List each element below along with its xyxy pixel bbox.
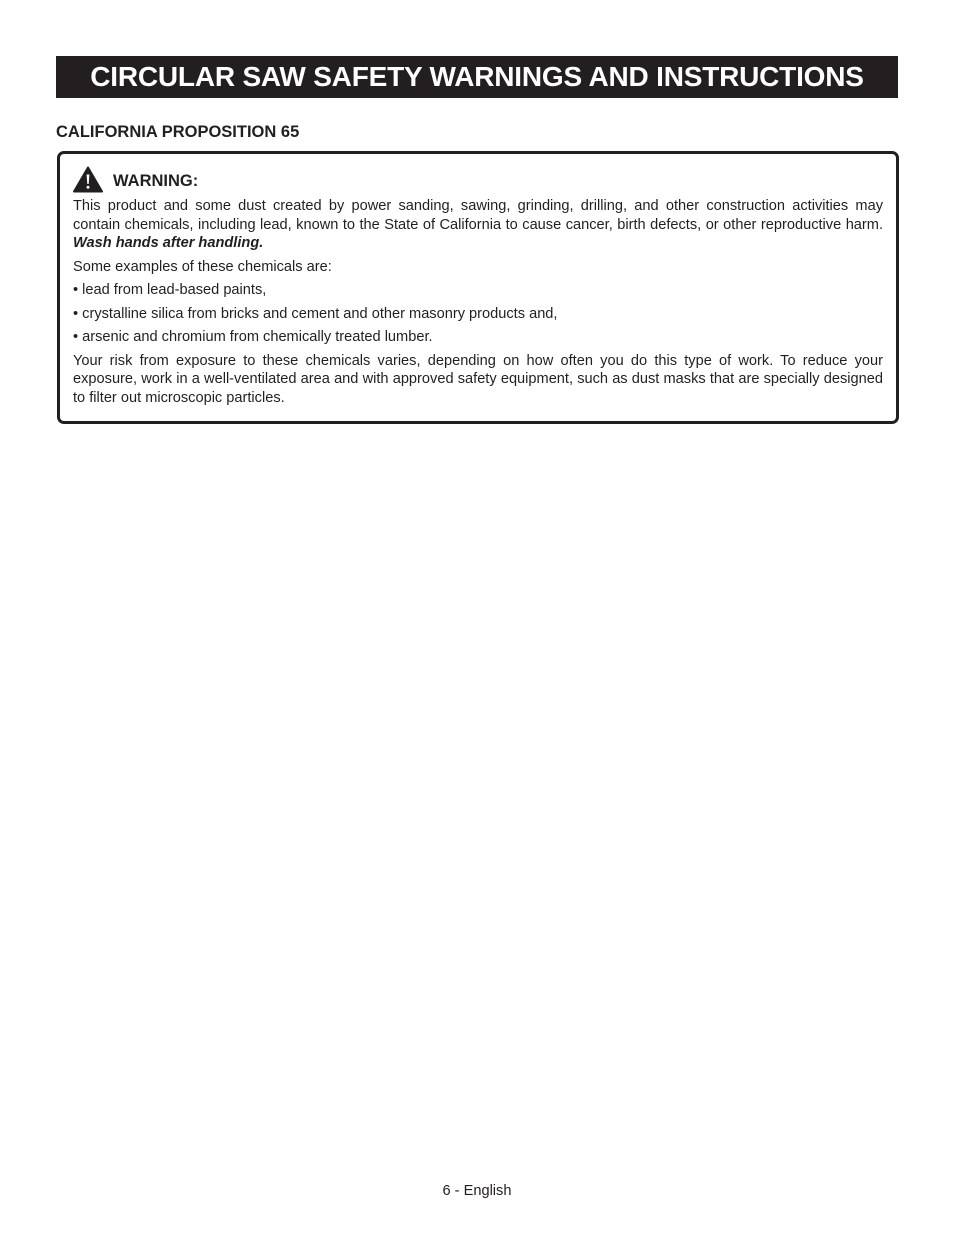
page-title-banner <box>56 56 898 98</box>
page-number: 6 - English <box>442 1183 512 1199</box>
section-heading: CALIFORNIA PROPOSITION 65 <box>56 123 300 141</box>
page-title: CIRCULAR SAW SAFETY WARNINGS AND INSTRUCTIONS <box>90 61 864 92</box>
list-item: • lead from lead-based paints, <box>73 282 267 298</box>
list-item: • crystalline silica from bricks and cement and other masonry products and, <box>73 305 558 322</box>
warning-header <box>73 164 883 194</box>
warning-intro-text: This product and some dust created by power sanding, sawing, grinding, drilling, and other construction activities may contain chemicals, including lead, known to the State of California to cause cancer, birth defects, or other reproductive harm. <box>73 198 883 233</box>
warning-emphasis-text: Wash hands after handling. <box>73 235 264 251</box>
list-item: • arsenic and chromium from chemically treated lumber. <box>73 329 433 345</box>
warning-triangle-icon <box>73 166 103 193</box>
examples-lead-text: Some examples of these chemicals are: <box>73 258 332 275</box>
warning-box <box>57 151 899 424</box>
warning-label: WARNING: <box>113 171 199 190</box>
warning-intro-paragraph <box>73 197 883 253</box>
warning-closing-paragraph: Your risk from exposure to these chemicals varies, depending on how often you do this type of work. To reduce your exposure, work in a well-ventilated area and with approved safety equipment, such as dust masks that are specially designed to filter out microscopic particles. <box>73 352 883 406</box>
